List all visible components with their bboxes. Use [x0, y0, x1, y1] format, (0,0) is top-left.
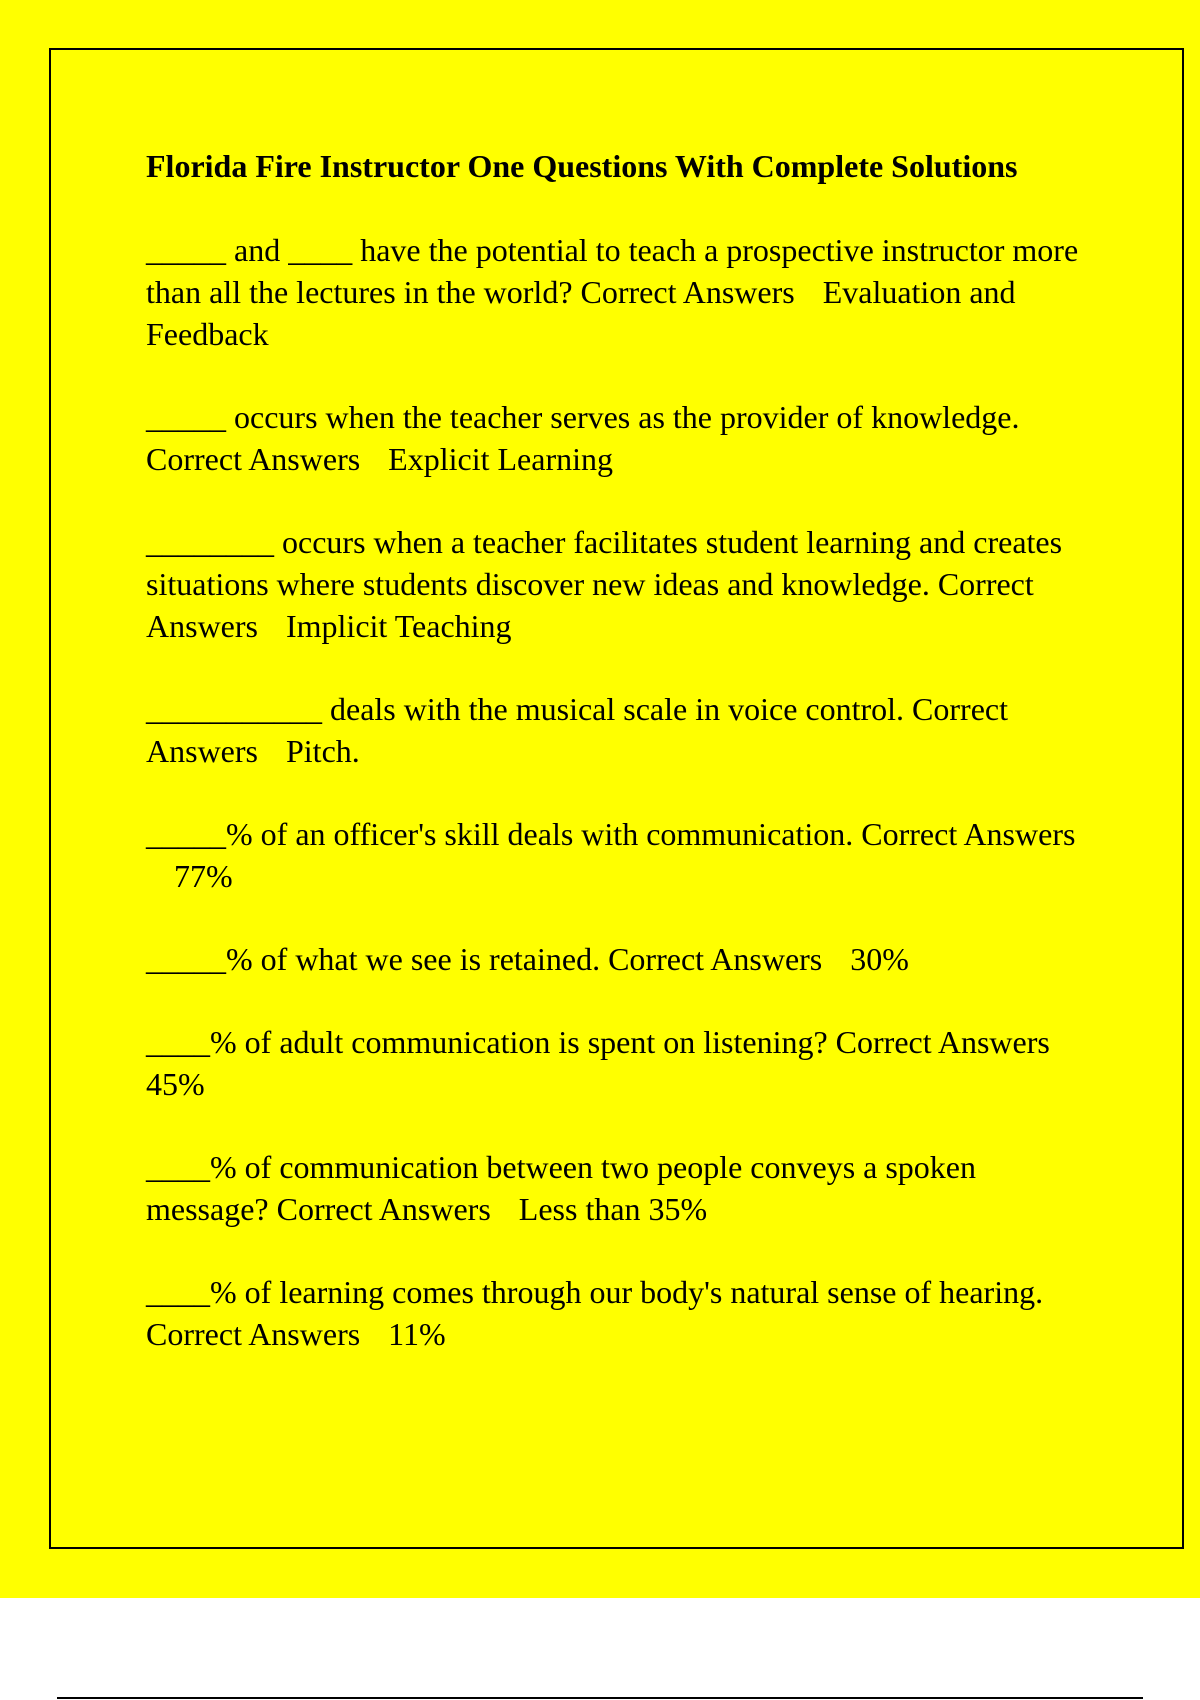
answer-label: Correct Answers	[608, 941, 823, 977]
question-text: ____% of adult communication is spent on listening?	[146, 1024, 828, 1060]
answer-label: Correct Answers	[835, 1024, 1050, 1060]
question-text: _____ occurs when the teacher serves as the provider of knowledge.	[146, 399, 1020, 435]
answer-text: Evaluation and Feedback	[146, 274, 1016, 352]
qa-item	[146, 938, 1096, 980]
footer-divider	[57, 1697, 1143, 1699]
question-text: _____ and ____ have the potential to teach a prospective instructor more than all the lectures in the world?	[146, 232, 1079, 310]
answer-text: Pitch.	[285, 733, 360, 769]
answer-label: Correct Answers	[580, 274, 795, 310]
answer-text: Less than 35%	[518, 1191, 708, 1227]
qa-item	[146, 521, 1096, 647]
question-text: ____% of learning comes through our body's natural sense of hearing.	[146, 1274, 1044, 1310]
answer-text: 30%	[850, 941, 909, 977]
question-text: ___________ deals with the musical scale in voice control.	[146, 691, 905, 727]
qa-item	[146, 229, 1096, 355]
qa-item	[146, 1021, 1096, 1105]
question-text: ____% of communication between two people conveys a spoken message?	[146, 1149, 976, 1227]
answer-label: Correct Answers	[146, 691, 1008, 769]
document-body	[146, 145, 1096, 1396]
answer-text: 45%	[146, 1066, 205, 1102]
qa-item	[146, 1146, 1096, 1230]
page-title: Florida Fire Instructor One Questions With Complete Solutions	[146, 148, 1018, 184]
question-text: _____% of what we see is retained.	[146, 941, 601, 977]
answer-label: Correct Answers	[146, 566, 1034, 644]
qa-item	[146, 813, 1096, 897]
qa-item	[146, 396, 1096, 480]
question-text: ________ occurs when a teacher facilitates student learning and creates situations where students discover new ideas and knowledge.	[146, 524, 1063, 602]
answer-label: Correct Answers	[861, 816, 1076, 852]
answer-text: 77%	[174, 858, 233, 894]
answer-label: Correct Answers	[276, 1191, 491, 1227]
answer-text: 11%	[388, 1316, 446, 1352]
qa-item	[146, 1271, 1096, 1355]
answer-text: Implicit Teaching	[285, 608, 512, 644]
question-text: _____% of an officer's skill deals with communication.	[146, 816, 854, 852]
answer-label: Correct Answers	[146, 441, 361, 477]
qa-item	[146, 688, 1096, 772]
answer-label: Correct Answers	[146, 1316, 361, 1352]
answer-text: Explicit Learning	[388, 441, 613, 477]
